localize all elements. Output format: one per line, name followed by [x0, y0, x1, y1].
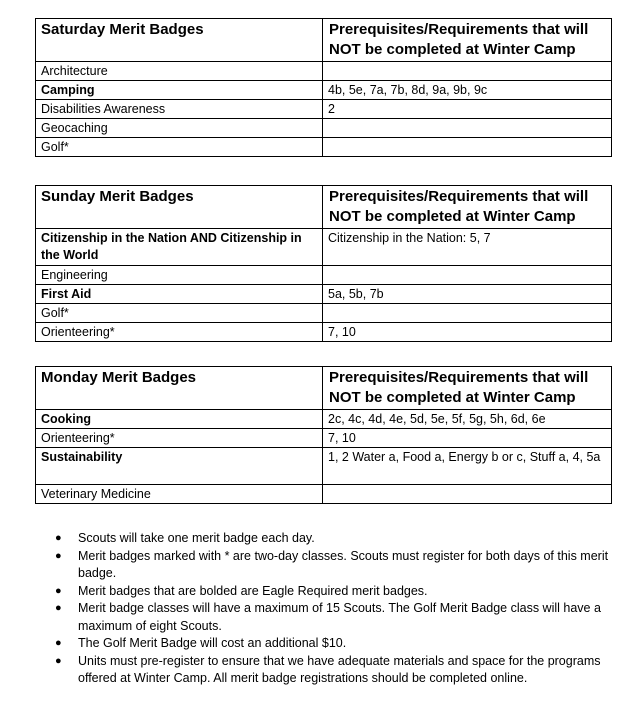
badge-requirements: [323, 119, 612, 138]
list-item: [55, 548, 615, 583]
table-row: [36, 229, 612, 266]
badge-name: Orienteering*: [36, 429, 323, 448]
badge-name: Engineering: [36, 266, 323, 285]
badge-name: Disabilities Awareness: [36, 100, 323, 119]
table-row: [36, 100, 612, 119]
badge-name: First Aid: [36, 285, 323, 304]
badge-requirements: 7, 10: [323, 429, 612, 448]
badge-requirements: 1, 2 Water a, Food a, Energy b or c, Stuff a, 4, 5a: [323, 448, 612, 485]
table-row: [36, 304, 612, 323]
table-row: [36, 448, 612, 485]
bullet-icon: ●: [55, 549, 62, 562]
badge-requirements: Citizenship in the Nation: 5, 7: [323, 229, 612, 266]
badge-name: Geocaching: [36, 119, 323, 138]
requirements-heading: Prerequisites/Requirements that will NOT be completed at Winter Camp: [323, 19, 612, 62]
table-row: [36, 285, 612, 304]
badge-name: Golf*: [36, 304, 323, 323]
note-text: Merit badge classes will have a maximum of 15 Scouts. The Golf Merit Badge class will have a maximum of eight Scouts.: [78, 601, 601, 633]
list-item: [55, 653, 615, 688]
note-text: The Golf Merit Badge will cost an additional $10.: [78, 636, 347, 650]
table-row: [36, 62, 612, 81]
table-header-row: [36, 186, 612, 229]
bullet-icon: ●: [55, 584, 62, 597]
badge-requirements: [323, 304, 612, 323]
bullet-icon: ●: [55, 654, 62, 667]
badge-requirements: 2c, 4c, 4d, 4e, 5d, 5e, 5f, 5g, 5h, 6d, 6e: [323, 410, 612, 429]
table-row: [36, 485, 612, 504]
list-item: [55, 530, 615, 548]
table-header-row: [36, 19, 612, 62]
badge-name: Sustainability: [36, 448, 323, 485]
note-text: Scouts will take one merit badge each day.: [78, 531, 315, 545]
bullet-icon: ●: [55, 602, 62, 614]
badge-name: Cooking: [36, 410, 323, 429]
saturday-badges-table: [35, 18, 612, 157]
badge-requirements: [323, 62, 612, 81]
badge-name: Veterinary Medicine: [36, 485, 323, 504]
table-row: [36, 266, 612, 285]
list-item: [55, 635, 615, 653]
badge-name: Camping: [36, 81, 323, 100]
badge-requirements: 5a, 5b, 7b: [323, 285, 612, 304]
badge-name: Orienteering*: [36, 323, 323, 342]
day-heading: Sunday Merit Badges: [36, 186, 323, 229]
sunday-badges-table: [35, 185, 612, 342]
note-text: Merit badges marked with * are two-day classes. Scouts must register for both days of this merit badge.: [78, 548, 609, 580]
notes-list: [55, 530, 615, 688]
monday-badges-table: [35, 366, 612, 504]
table-row: [36, 119, 612, 138]
table-row: [36, 323, 612, 342]
badge-requirements: 7, 10: [323, 323, 612, 342]
note-text: Units must pre-register to ensure that we have adequate materials and space for the programs offered at Winter Camp. All merit badge registrations should be completed online.: [78, 653, 601, 685]
list-item: [55, 600, 615, 635]
bullet-icon: ●: [55, 532, 62, 544]
note-text: Merit badges that are bolded are Eagle Required merit badges.: [78, 583, 428, 598]
badge-requirements: [323, 138, 612, 157]
day-heading: Saturday Merit Badges: [36, 19, 323, 62]
table-row: [36, 81, 612, 100]
requirements-heading: Prerequisites/Requirements that will NOT be completed at Winter Camp: [323, 367, 612, 410]
list-item: [55, 583, 615, 601]
badge-name: Architecture: [36, 62, 323, 81]
badge-name: Golf*: [36, 138, 323, 157]
badge-requirements: [323, 485, 612, 504]
badge-name: Citizenship in the Nation AND Citizenship in the World: [36, 229, 323, 266]
day-heading: Monday Merit Badges: [36, 367, 323, 410]
badge-requirements: 4b, 5e, 7a, 7b, 8d, 9a, 9b, 9c: [323, 81, 612, 100]
bullet-icon: ●: [55, 637, 62, 649]
badge-requirements: [323, 266, 612, 285]
table-row: [36, 410, 612, 429]
requirements-heading: Prerequisites/Requirements that will NOT be completed at Winter Camp: [323, 186, 612, 229]
badge-requirements: 2: [323, 100, 612, 119]
table-row: [36, 138, 612, 157]
table-header-row: [36, 367, 612, 410]
table-row: [36, 429, 612, 448]
